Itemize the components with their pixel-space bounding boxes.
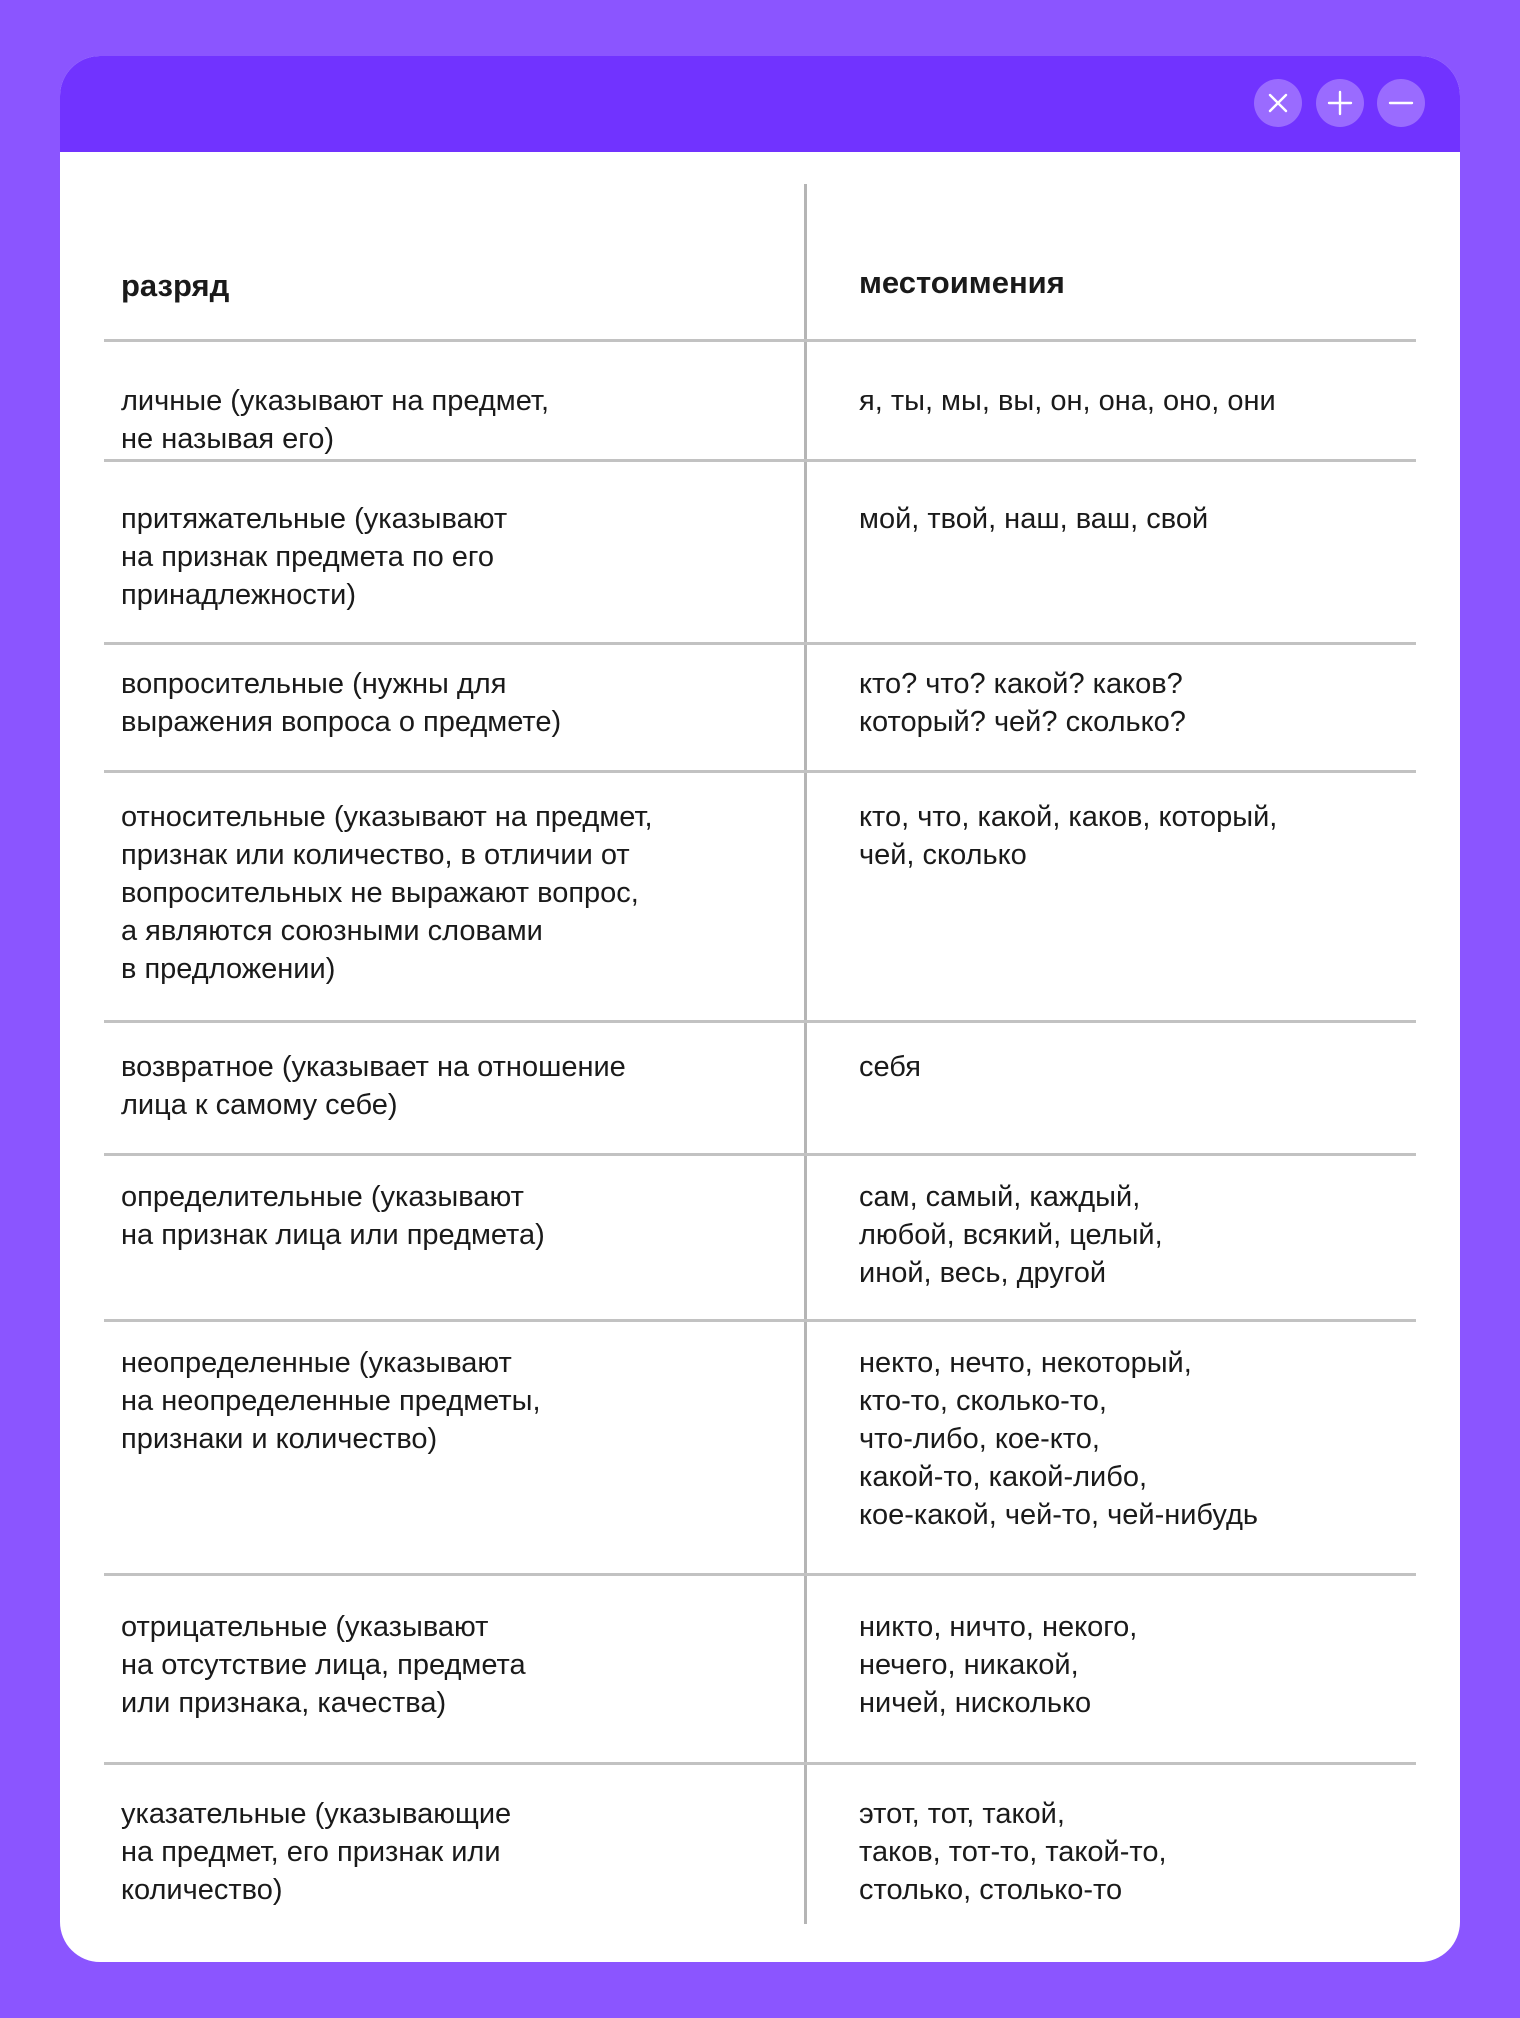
minus-icon: [1388, 90, 1414, 116]
row-category: личные (указывают на предмет, не называя его): [121, 385, 550, 455]
row-divider: [104, 339, 1416, 342]
pronoun-table: [104, 184, 1416, 1924]
row-divider: [104, 1020, 1416, 1023]
row-category: вопросительные (нужны для выражения вопроса о предмете): [121, 668, 562, 738]
row-category: относительные (указывают на предмет, признак или количество, в отличии от вопросительных не выражают вопрос, а являются союзными словами в предложении): [121, 801, 653, 985]
add-button[interactable]: [1316, 79, 1364, 127]
header-category: разряд: [121, 268, 230, 303]
column-divider: [804, 184, 807, 1924]
title-bar: [60, 56, 1460, 152]
row-category: отрицательные (указывают на отсутствие лица, предмета или признака, качества): [121, 1611, 526, 1719]
row-category: возвратное (указывает на отношение лица к самому себе): [121, 1051, 626, 1121]
row-divider: [104, 1762, 1416, 1765]
row-pronouns: никто, ничто, некого, нечего, никакой, ничей, нисколько: [859, 1611, 1138, 1719]
row-pronouns: кто? что? какой? каков? который? чей? сколько?: [859, 668, 1186, 738]
header-pronouns: местоимения: [859, 265, 1065, 300]
row-pronouns: этот, тот, такой, таков, тот-то, такой-то, столько, столько-то: [859, 1798, 1167, 1906]
row-pronouns: я, ты, мы, вы, он, она, оно, они: [859, 385, 1276, 417]
row-divider: [104, 1573, 1416, 1576]
row-divider: [104, 1153, 1416, 1156]
window: [60, 56, 1460, 1962]
row-category: неопределенные (указывают на неопределенные предметы, признаки и количество): [121, 1347, 541, 1455]
row-category: притяжательные (указывают на признак предмета по его принадлежности): [121, 503, 508, 611]
row-pronouns: мой, твой, наш, ваш, свой: [859, 503, 1209, 535]
row-pronouns: себя: [859, 1051, 921, 1083]
row-category: указательные (указывающие на предмет, его признак или количество): [121, 1798, 512, 1906]
close-button[interactable]: [1254, 79, 1302, 127]
row-pronouns: сам, самый, каждый, любой, всякий, целый, иной, весь, другой: [859, 1181, 1163, 1289]
row-divider: [104, 1319, 1416, 1322]
row-divider: [104, 642, 1416, 645]
row-divider: [104, 459, 1416, 462]
row-pronouns: некто, нечто, некоторый, кто-то, сколько-то, что-либо, кое-кто, какой-то, какой-либо, кое-какой, чей-то, чей-нибудь: [859, 1347, 1258, 1531]
row-pronouns: кто, что, какой, каков, который, чей, сколько: [859, 801, 1278, 871]
plus-icon: [1327, 90, 1353, 116]
row-category: определительные (указывают на признак лица или предмета): [121, 1181, 545, 1251]
row-divider: [104, 770, 1416, 773]
minimize-button[interactable]: [1377, 79, 1425, 127]
close-icon: [1267, 92, 1289, 114]
